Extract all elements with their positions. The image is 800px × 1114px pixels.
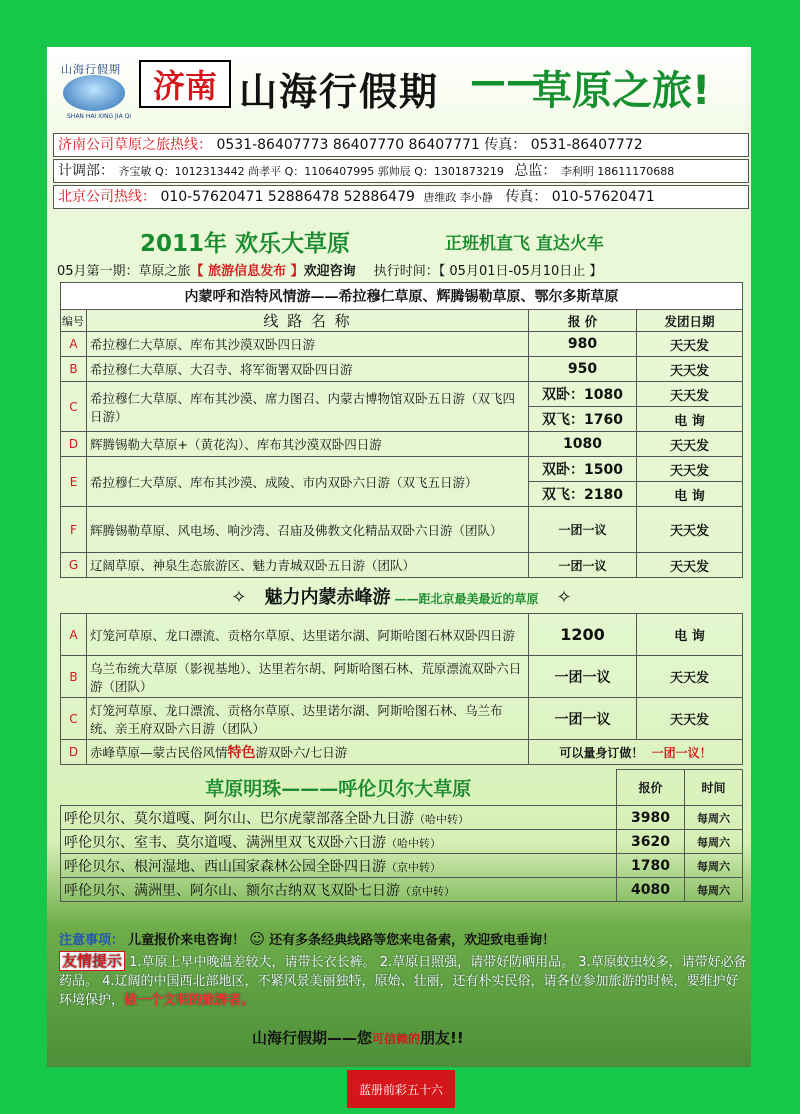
custom-order-text: 可以量身订做！ bbox=[559, 745, 644, 760]
dispatch-people: 齐宝敏 Q：1012313442 尚孝平 Q：1106407995 郭帅辰 Q：1301873219 bbox=[118, 165, 504, 178]
row-id: D bbox=[61, 432, 87, 457]
route-name bbox=[61, 878, 617, 902]
table-row bbox=[61, 382, 743, 407]
logo-emblem-icon bbox=[63, 75, 125, 111]
route-name bbox=[87, 740, 529, 765]
section-chifeng-title bbox=[61, 578, 743, 614]
row-id: B bbox=[61, 656, 87, 698]
route-date: 天天发 bbox=[637, 656, 743, 698]
jinan-hotline-row bbox=[53, 133, 749, 157]
page-number-badge: 蓝册前彩五十六 bbox=[347, 1070, 455, 1108]
notes-section bbox=[59, 929, 747, 1010]
jinan-fax: 0531-86407772 bbox=[530, 137, 643, 153]
row-id: D bbox=[61, 740, 87, 765]
route-name: 灯笼河草原、龙口漂流、贡格尔草原、达里诺尔湖、阿斯哈图石林双卧四日游 bbox=[87, 614, 529, 656]
info-highlight: 【 旅游信息发布 】 bbox=[190, 264, 304, 279]
route-text: 呼伦贝尔、根河湿地、西山国家森林公园全卧四日游 bbox=[64, 858, 386, 875]
custom-order-highlight: 一团一议！ bbox=[651, 745, 712, 760]
transport-headline: 正班机直飞 直达火车 bbox=[445, 234, 604, 254]
table-row bbox=[61, 740, 743, 765]
issue-info bbox=[57, 260, 602, 279]
jinan-hotline-label: 济南公司草原之旅热线： bbox=[58, 137, 212, 153]
route-name: 辉腾锡勒草原、风电场、响沙湾、召庙及佛教文化精品双卧六日游（团队） bbox=[87, 507, 529, 553]
warn-text: 儿童报价来电咨询！ bbox=[128, 933, 246, 948]
beijing-hotline-label: 北京公司热线： bbox=[58, 189, 156, 205]
table-row bbox=[61, 432, 743, 457]
col-header-route: 线 路 名 称 bbox=[87, 310, 529, 332]
table-row bbox=[61, 507, 743, 553]
friend-tip-label: 友情提示 bbox=[59, 951, 125, 971]
route-note: （哈中转） bbox=[386, 836, 441, 850]
route-name: 乌兰布统大草原（影视基地）、达里若尔胡、阿斯哈图石林、荒原漂流双卧六日游（团队） bbox=[87, 656, 529, 698]
beijing-hotline-row bbox=[53, 185, 749, 209]
route-note: （哈中转） bbox=[414, 812, 469, 826]
headline: 2011年 欢乐大草原 bbox=[140, 231, 351, 257]
sparkle-icon: ✧ bbox=[556, 586, 572, 608]
hulunbuir-table bbox=[60, 769, 743, 902]
route-price: 4080 bbox=[617, 878, 685, 902]
route-name: 辉腾锡勒大草原+（黄花沟）、库布其沙漠双卧四日游 bbox=[87, 432, 529, 457]
brochure-page bbox=[47, 47, 751, 1067]
col-header-time: 时间 bbox=[685, 770, 743, 806]
route-text: 呼伦贝尔、满洲里、阿尔山、额尔古纳双飞双卧七日游 bbox=[64, 882, 400, 899]
hulunbuir-title-text: 草原明珠———呼伦贝尔大草原 bbox=[205, 777, 472, 800]
row-id: A bbox=[61, 614, 87, 656]
route-time: 每周六 bbox=[685, 878, 743, 902]
table-row bbox=[61, 357, 743, 382]
route-date: 天天发 bbox=[637, 382, 743, 407]
route-text: 呼伦贝尔、莫尔道嘎、阿尔山、巴尔虎蒙部落全卧九日游 bbox=[64, 810, 414, 827]
route-name bbox=[61, 854, 617, 878]
col-header-no: 编号 bbox=[61, 310, 87, 332]
route-date: 天天发 bbox=[637, 457, 743, 482]
route-name-part: 游双卧六/七日游 bbox=[255, 745, 348, 760]
route-price: 双飞：2180 bbox=[529, 482, 637, 507]
column-header-row bbox=[61, 310, 743, 332]
sparkle-icon: ✧ bbox=[231, 586, 247, 608]
table-row bbox=[61, 854, 743, 878]
beijing-phones: 010-57620471 52886478 52886479 bbox=[160, 189, 415, 205]
table-row bbox=[61, 806, 743, 830]
table-row bbox=[61, 332, 743, 357]
route-time: 每周六 bbox=[685, 854, 743, 878]
smiley-icon: ☺ bbox=[249, 930, 265, 948]
route-note: （京中转） bbox=[400, 884, 455, 898]
row-id: E bbox=[61, 457, 87, 507]
beijing-fax-label: 传真： bbox=[505, 189, 548, 205]
footer-slogan bbox=[252, 1027, 464, 1048]
route-price: 1080 bbox=[529, 432, 637, 457]
route-price-table bbox=[60, 282, 742, 902]
route-time: 每周六 bbox=[685, 806, 743, 830]
logo-text: 山海行假期 bbox=[61, 63, 121, 76]
slogan-end: 朋友!! bbox=[420, 1029, 464, 1047]
col-header-date: 发团日期 bbox=[637, 310, 743, 332]
col-header-price: 报 价 bbox=[529, 310, 637, 332]
issue-label: 05月第一期：草原之旅 bbox=[57, 264, 191, 279]
route-name: 希拉穆仁大草原、库布其沙漠、成陵、市内双卧六日游（双飞五日游） bbox=[87, 457, 529, 507]
route-name bbox=[61, 806, 617, 830]
chifeng-title-text: 魅力内蒙赤峰游 bbox=[264, 586, 391, 608]
jinan-phones: 0531-86407773 86407770 86407771 bbox=[216, 137, 480, 153]
row-id: C bbox=[61, 382, 87, 432]
route-price: 1780 bbox=[617, 854, 685, 878]
brand-title: 山海行假期 bbox=[239, 69, 440, 114]
custom-order-note bbox=[529, 740, 743, 765]
route-name: 希拉穆仁大草原、库布其沙漠双卧四日游 bbox=[87, 332, 529, 357]
slogan-highlight: 可信赖的 bbox=[372, 1032, 421, 1046]
route-price: 一团一议 bbox=[529, 656, 637, 698]
warn-label: 注意事项： bbox=[59, 933, 125, 948]
dispatch-row bbox=[53, 159, 749, 183]
table-row bbox=[61, 656, 743, 698]
route-note: （京中转） bbox=[386, 860, 441, 874]
route-name bbox=[61, 830, 617, 854]
title-dash: —— bbox=[470, 61, 542, 102]
section-hohhot-title bbox=[61, 283, 743, 310]
chifeng-subtitle: ——距北京最美最近的草原 bbox=[394, 591, 539, 606]
director: 李利明 18611170688 bbox=[560, 165, 675, 178]
route-time: 每周六 bbox=[685, 830, 743, 854]
table-row bbox=[61, 457, 743, 482]
slogan-brand: 山海行假期 bbox=[252, 1029, 328, 1047]
route-price: 1200 bbox=[529, 614, 637, 656]
jinan-fax-label: 传真： bbox=[484, 137, 527, 153]
more-routes-text: 还有多条经典线路等您来电备索，欢迎致电垂询！ bbox=[269, 933, 556, 948]
route-price: 双飞：1760 bbox=[529, 407, 637, 432]
hulunbuir-title bbox=[61, 770, 617, 806]
exec-period: 执行时间：【 05月01日-05月10日止 】 bbox=[373, 264, 603, 279]
route-price: 双卧：1500 bbox=[529, 457, 637, 482]
route-price: 3620 bbox=[617, 830, 685, 854]
section-hohhot-title-text: 内蒙呼和浩特风情游——希拉穆仁草原、辉腾锡勒草原、鄂尔多斯草原 bbox=[184, 289, 619, 305]
route-name-part: 赤峰草原—蒙古民俗风情 bbox=[90, 745, 228, 760]
tips-block bbox=[59, 952, 747, 1010]
route-price: 一团一议 bbox=[529, 698, 637, 740]
table-row bbox=[61, 698, 743, 740]
route-date: 电 询 bbox=[637, 482, 743, 507]
logo-subtext: SHAN HAI XING JIA QI bbox=[67, 113, 132, 120]
route-price: 980 bbox=[529, 332, 637, 357]
route-date: 天天发 bbox=[637, 698, 743, 740]
table-row bbox=[61, 614, 743, 656]
section-header-row bbox=[61, 283, 743, 310]
route-text: 呼伦贝尔、室韦、莫尔道嘎、满洲里双飞双卧六日游 bbox=[64, 834, 386, 851]
route-date: 天天发 bbox=[637, 357, 743, 382]
col-header-price: 报价 bbox=[617, 770, 685, 806]
row-id: G bbox=[61, 553, 87, 578]
tip-highlight: 做一个文明的旅游者。 bbox=[124, 993, 255, 1008]
route-date: 天天发 bbox=[637, 553, 743, 578]
row-id: B bbox=[61, 357, 87, 382]
route-highlight: 特色 bbox=[227, 745, 256, 761]
route-name: 希拉穆仁大草原、大召寺、将军衙署双卧四日游 bbox=[87, 357, 529, 382]
route-price: 双卧：1080 bbox=[529, 382, 637, 407]
table-row bbox=[61, 830, 743, 854]
notes-line1 bbox=[59, 929, 747, 948]
route-title: 草原之旅! bbox=[532, 68, 711, 114]
route-date: 天天发 bbox=[637, 507, 743, 553]
dispatch-label: 计调部： bbox=[58, 163, 114, 179]
route-price: 950 bbox=[529, 357, 637, 382]
route-date: 电 询 bbox=[637, 407, 743, 432]
route-name: 辽阔草原、神泉生态旅游区、魅力青城双卧五日游（团队） bbox=[87, 553, 529, 578]
route-date: 天天发 bbox=[637, 432, 743, 457]
route-price: 一团一议 bbox=[529, 507, 637, 553]
company-logo bbox=[57, 55, 133, 120]
section-header-row bbox=[61, 578, 743, 614]
hulunbuir-header-row bbox=[61, 770, 743, 806]
route-price: 一团一议 bbox=[529, 553, 637, 578]
director-label: 总监： bbox=[514, 163, 557, 179]
row-id: F bbox=[61, 507, 87, 553]
city-badge: 济南 bbox=[139, 60, 231, 108]
route-date: 电 询 bbox=[637, 614, 743, 656]
table-row bbox=[61, 878, 743, 902]
route-name: 希拉穆仁大草原、库布其沙漠、席力图召、内蒙古博物馆双卧五日游（双飞四日游） bbox=[87, 382, 529, 432]
row-id: A bbox=[61, 332, 87, 357]
route-price: 3980 bbox=[617, 806, 685, 830]
beijing-fax: 010-57620471 bbox=[551, 189, 655, 205]
beijing-people: 唐维政 李小静 bbox=[423, 191, 493, 204]
route-name: 灯笼河草原、龙口漂流、贡格尔草原、达里诺尔湖、阿斯哈图石林、乌兰布统、亲王府双卧六日游（团队） bbox=[87, 698, 529, 740]
route-date: 天天发 bbox=[637, 332, 743, 357]
table-row bbox=[61, 553, 743, 578]
tip-text: 1.草原上早中晚温差较大，请带长衣长裤。 2.草原日照强，请带好防晒用品。 3.草原蚊虫较多，请带好必备药品。 4.辽阔的中国西北部地区，不紧风景美丽独特，原始、壮丽，还有朴实民俗，请各位参加旅游的时候，要维护好环境保护， bbox=[59, 955, 747, 1008]
info-welcome: 欢迎咨询 bbox=[303, 264, 356, 279]
slogan-text: ——您 bbox=[327, 1029, 373, 1047]
row-id: C bbox=[61, 698, 87, 740]
